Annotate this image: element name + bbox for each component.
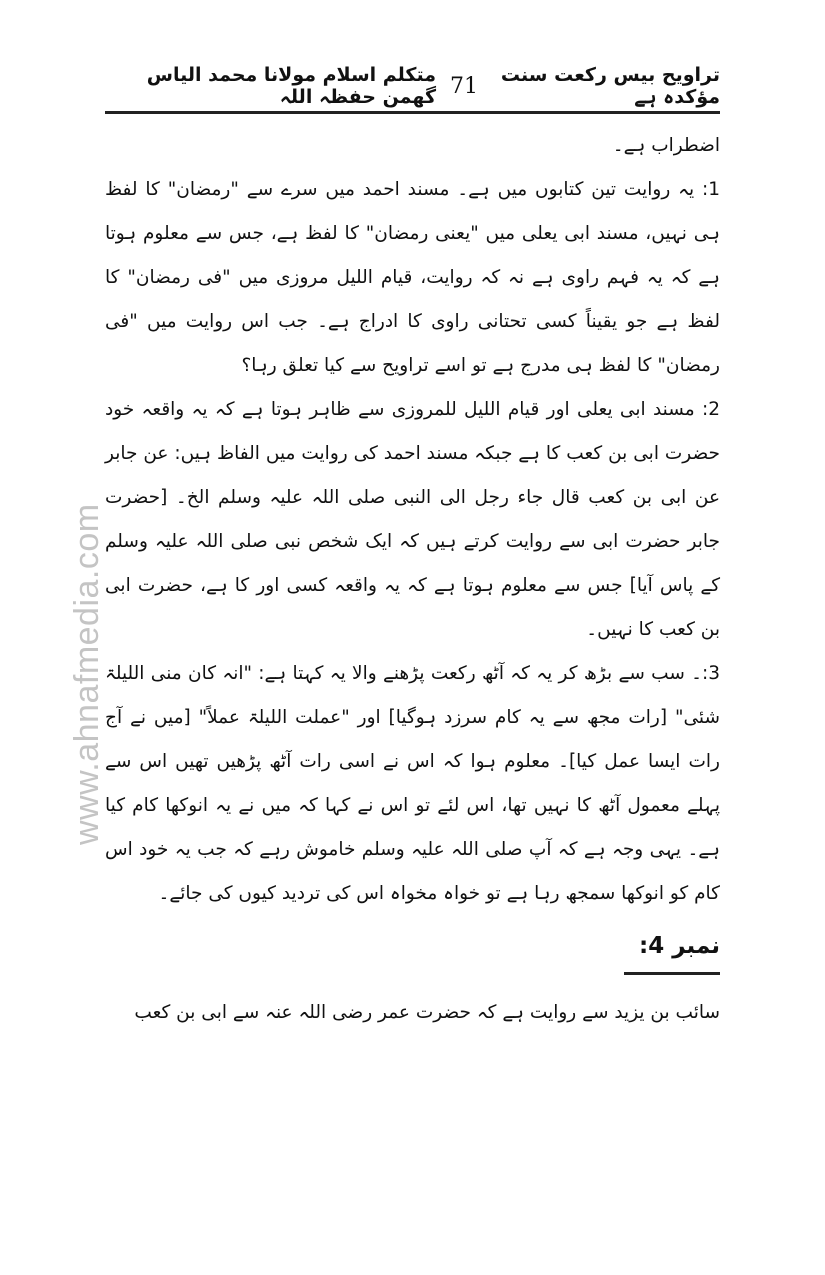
paragraph-intro: اضطراب ہے۔ [612,135,720,156]
paragraph-point-4: سائب بن یزید سے روایت ہے کہ حضرت عمر رضی اللہ عنہ سے ابی بن کعب [134,1002,720,1023]
section-heading-4: نمبر 4: [639,933,720,959]
paragraph-point-3: 3:۔ سب سے بڑھ کر یہ کہ آٹھ رکعت پڑھنے والا یہ کہتا ہے: "انہ کان منی اللیلۃ شئی" [رات مجھ سے یہ کام سرزد ہوگیا] اور "عملت اللیلۃ عملاً" [میں نے آج رات ایسا عمل کیا]۔ معلوم ہوا کہ اس نے اسی رات آٹھ پڑھیں تھیں اس سے پہلے معمول آٹھ کا نہیں تھا، اس لئے تو اس نے کہا کہ میں نے یہ انوکھا کام کیا ہے۔ یہی وجہ ہے کہ آپ صلی اللہ علیہ وسلم خاموش رہے کہ جب یہ خود اس کام کو انوکھا سمجھ رہا ہے تو خواہ مخواہ اس کی تردید کیوں کی جائے۔ [105,663,720,904]
page-number: 71 [450,73,478,99]
header-author: متکلم اسلام مولانا محمد الیاس گھمن حفظہ اللہ [146,64,436,108]
paragraph-point-1: 1: یہ روایت تین کتابوں میں ہے۔ مسند احمد میں سرے سے "رمضان" کا لفظ ہی نہیں، مسند ابی یعلی میں "یعنی رمضان" کا لفظ ہے، جس سے معلوم ہوتا ہے کہ یہ فہم راوی ہے نہ کہ روایت، قیام اللیل مروزی میں "فی رمضان" کا لفظ ہے جو یقیناً کسی تحتانی راوی کا ادراج ہے۔ جب اس روایت میں "فی رمضان" کا لفظ ہی مدرج ہے تو اسے تراویح سے کیا تعلق رہا؟ [105,179,720,376]
heading-underline [624,972,720,975]
paragraph-point-2: 2: مسند ابی یعلی اور قیام اللیل للمروزی سے ظاہر ہوتا ہے کہ یہ واقعہ خود حضرت ابی بن کعب کا ہے جبکہ مسند احمد کی روایت میں الفاظ ہیں: عن جابر عن ابی بن کعب قال جاء رجل الی النبی صلی اللہ علیہ وسلم الخ۔ [حضرت جابر حضرت ابی سے روایت کرتے ہیں کہ ایک شخص نبی صلی اللہ علیہ وسلم کے پاس آیا] جس سے معلوم ہوتا ہے کہ یہ واقعہ کسی اور کا ہے، حضرت ابی بن کعب کا نہیں۔ [105,399,720,640]
page-body [105,124,720,1035]
running-header [105,66,720,106]
header-rule [105,111,720,114]
watermark-text: www.ahnafmedia.com [68,503,106,845]
header-book-title: تراویح بیس رکعت سنت مؤکدہ ہے [500,64,720,108]
